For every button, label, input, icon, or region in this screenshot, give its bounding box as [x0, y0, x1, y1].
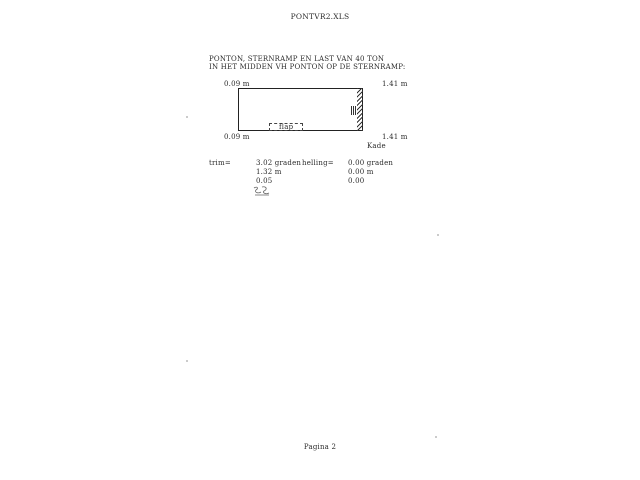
- helling-value: 0.00 graden: [348, 159, 394, 167]
- row2-value2: 0.00 m: [348, 168, 374, 176]
- page-footer: Pagina 2: [303, 443, 337, 451]
- trim-value: 3.02 graden: [256, 159, 302, 167]
- heading-line-2: IN HET MIDDEN VH PONTON OP DE STERNRAMP:: [209, 63, 406, 71]
- helling-label: helling=: [302, 159, 334, 167]
- speck: [435, 436, 437, 438]
- speck: [437, 234, 439, 236]
- top-left-value: 0.09 m: [224, 80, 250, 88]
- file-title: PONTVR2.XLS: [290, 12, 350, 21]
- handwritten-mark: [252, 185, 272, 197]
- kade-label: Kade: [367, 142, 386, 150]
- speck: [186, 360, 188, 362]
- heading-line-1: PONTON, STERNRAMP EN LAST VAN 40 TON: [209, 55, 385, 63]
- bottom-right-value: 1.41 m: [382, 133, 408, 141]
- flap-label: flap: [279, 123, 294, 131]
- sternramp-hatching: [357, 88, 363, 131]
- top-right-value: 1.41 m: [382, 80, 408, 88]
- row3-value: 0.05: [256, 177, 273, 185]
- trim-label: trim=: [209, 159, 231, 167]
- load-marks: [351, 106, 357, 115]
- speck: [186, 116, 188, 118]
- row3-value2: 0.00: [348, 177, 365, 185]
- bottom-left-value: 0.09 m: [224, 133, 250, 141]
- row2-value: 1.32 m: [256, 168, 282, 176]
